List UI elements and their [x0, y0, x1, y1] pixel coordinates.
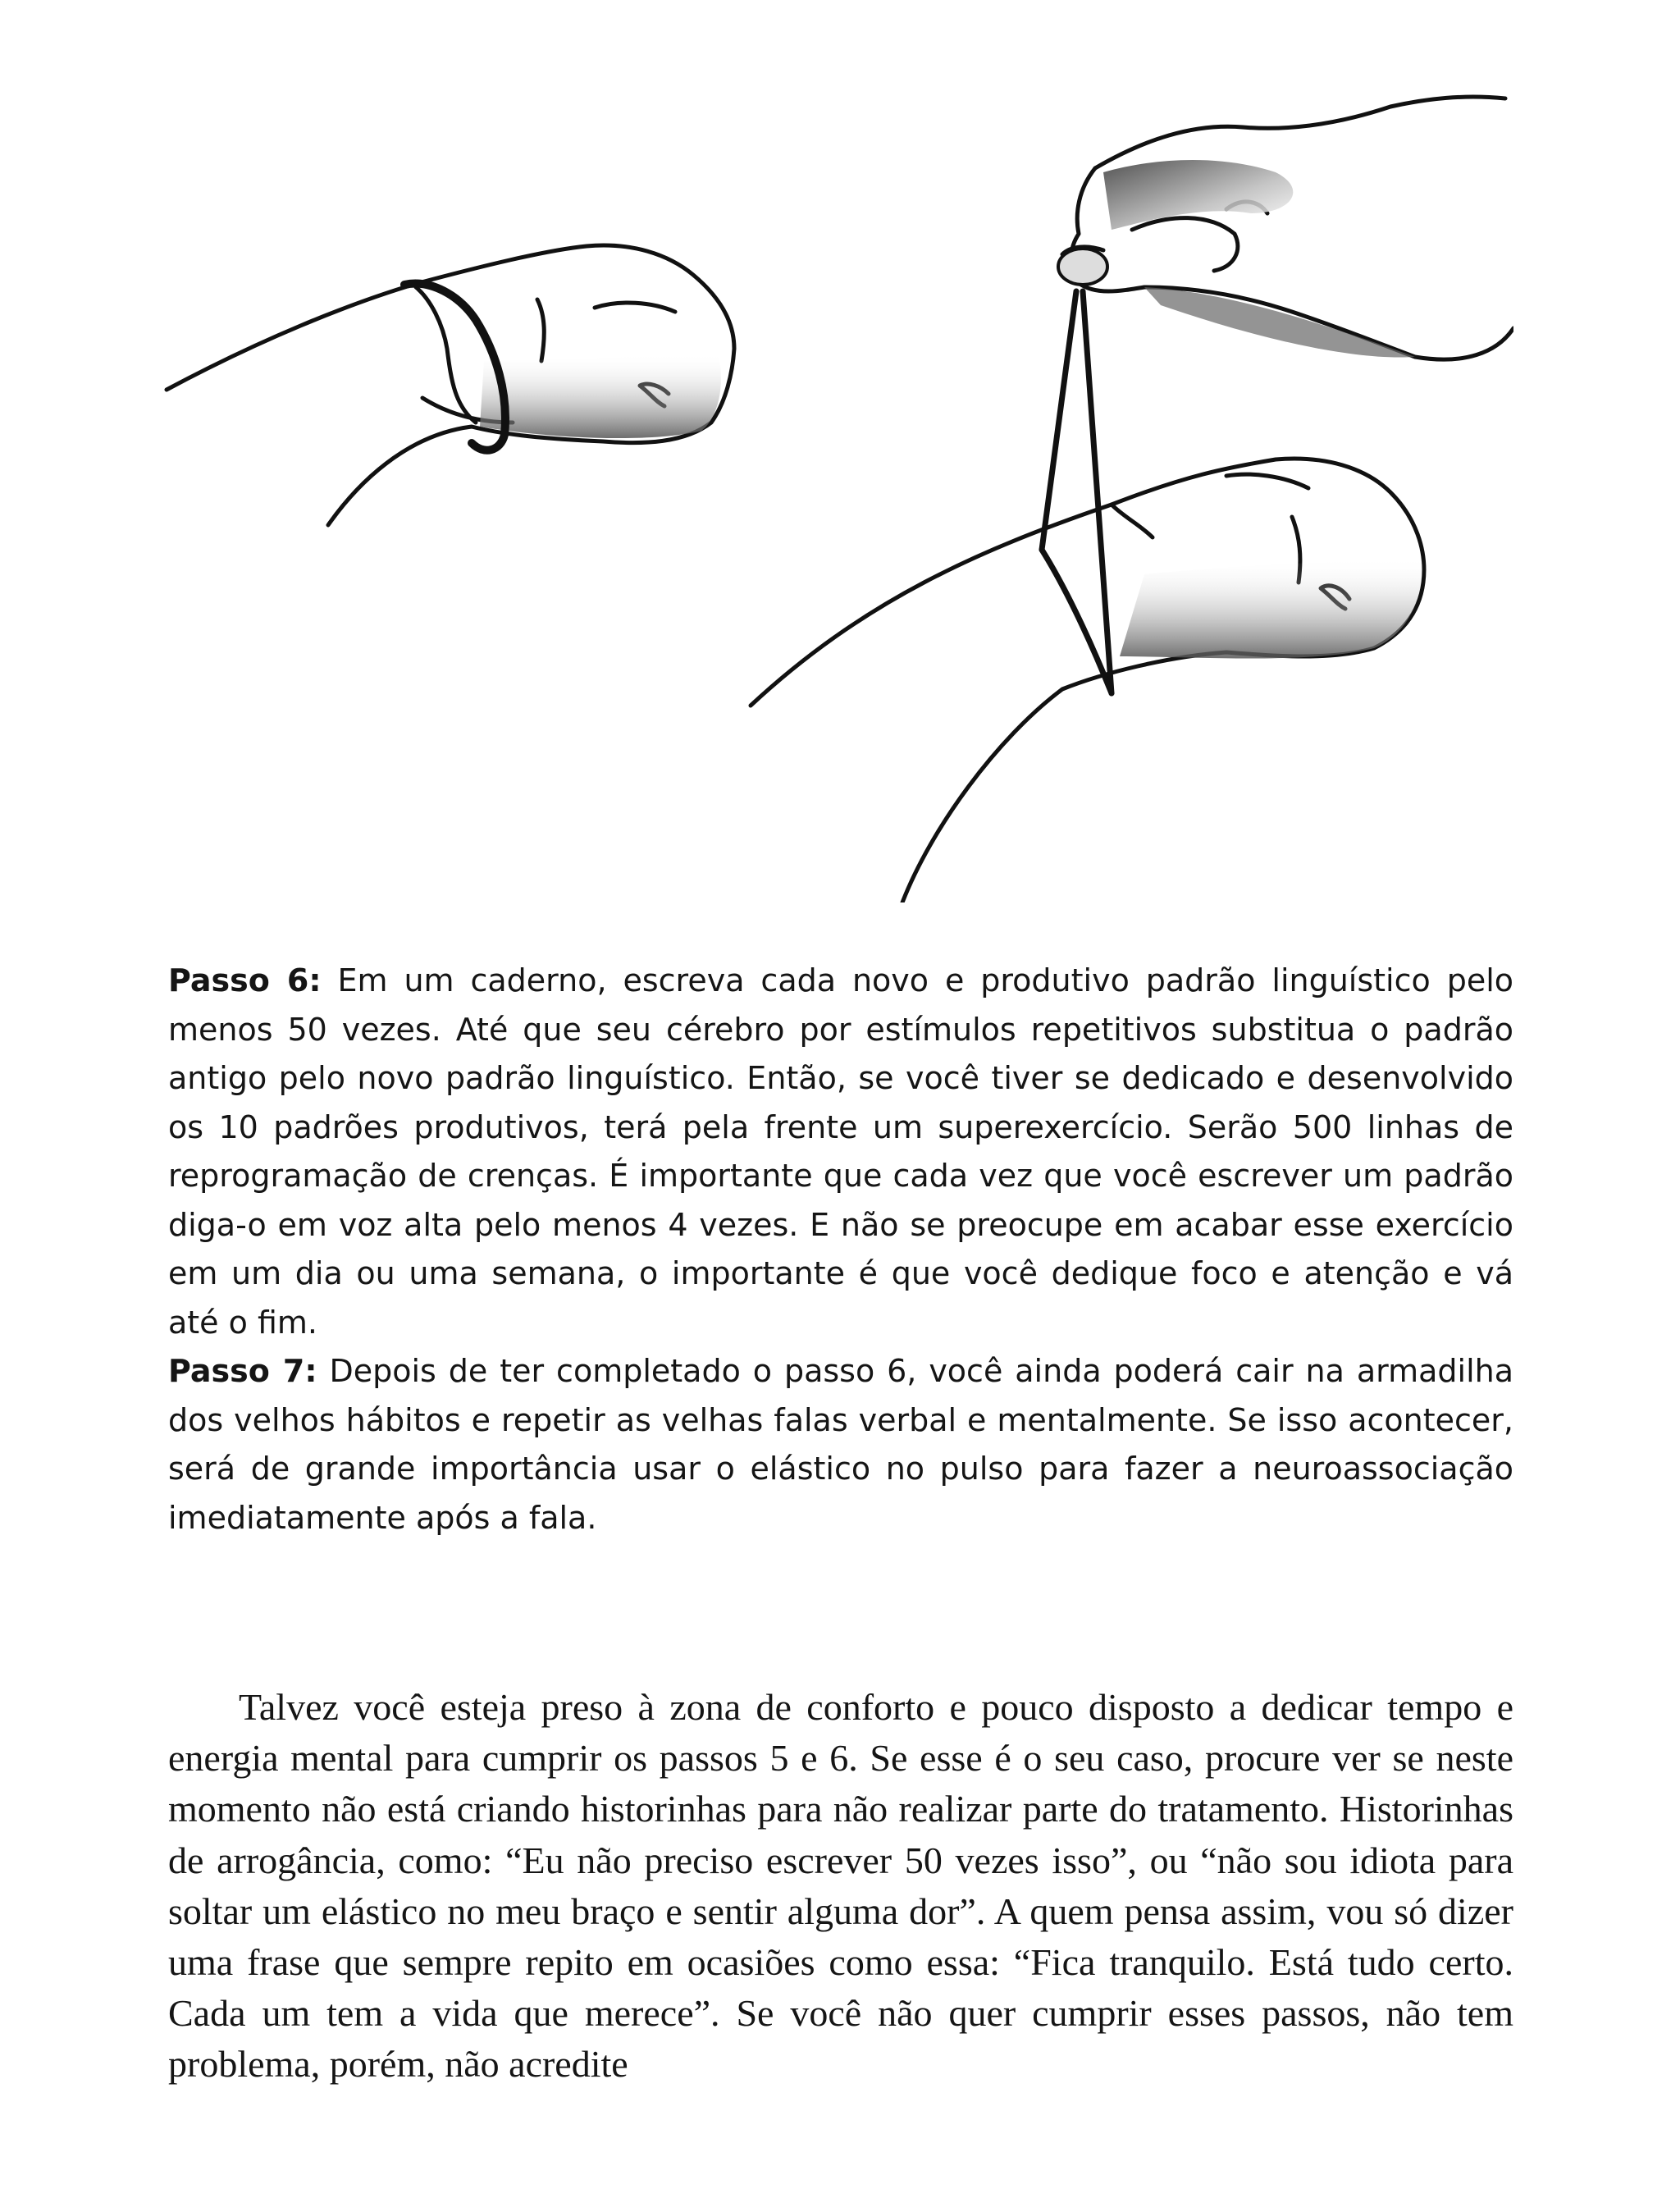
right-arm [751, 459, 1424, 902]
hands-rubber-band-illustration [160, 90, 1513, 902]
step-6-label: Passo 6: [168, 962, 322, 998]
step-7-text: Depois de ter completado o passo 6, você ainda poderá cair na armadilha dos velhos hábitos e repetir as velhas falas verbal e mentalmente. Se isso acontecer, será de grande importância usar o elástico no pulso para fazer a neuroassociação imediatamente após a fala. [168, 1353, 1514, 1536]
step-6-text: Em um caderno, escreva cada novo e produtivo padrão linguístico pelo menos 50 vezes. Até que seu cérebro por estímulos repetitivos substitua o padrão antigo pelo novo padrão linguístico. Então, se você tiver se dedicado e desenvolvido os 10 padrões produtivos, terá pela frente um superexercício. Serão 500 linhas de reprogramação de crenças. É importante que cada vez que você escrever um padrão diga-o em voz alta pelo menos 4 vezes. E não se preocupe em acabar esse exercício em um dia ou uma semana, o importante é que você dedique foco e atenção e vá até o fim. [168, 962, 1513, 1341]
step-7 [168, 1347, 1513, 1542]
body-paragraph: Talvez você esteja preso à zona de conforto e pouco disposto a dedicar tempo e energia mental para cumprir os passos 5 e 6. Se esse é o seu caso, procure ver se neste momento não está criando historinhas para não realizar parte do tratamento. Historinhas de arrogância, como: “Eu não preciso escrever 50 vezes isso”, ou “não sou idiota para soltar um elástico no meu braço e sentir alguma dor”. A quem pensa assim, vou só dizer uma frase que sempre repito em ocasiões como essa: “Fica tranquilo. Está tudo certo. Cada um tem a vida que merece”. Se você não quer cumprir esses passos, não tem problema, porém, não acredite [168, 1686, 1513, 2086]
steps-section [168, 957, 1513, 1542]
step-6 [168, 957, 1513, 1347]
rubber-band [1042, 291, 1112, 693]
step-7-label: Passo 7: [168, 1353, 317, 1389]
hands-rubber-band-icon [160, 90, 1513, 902]
